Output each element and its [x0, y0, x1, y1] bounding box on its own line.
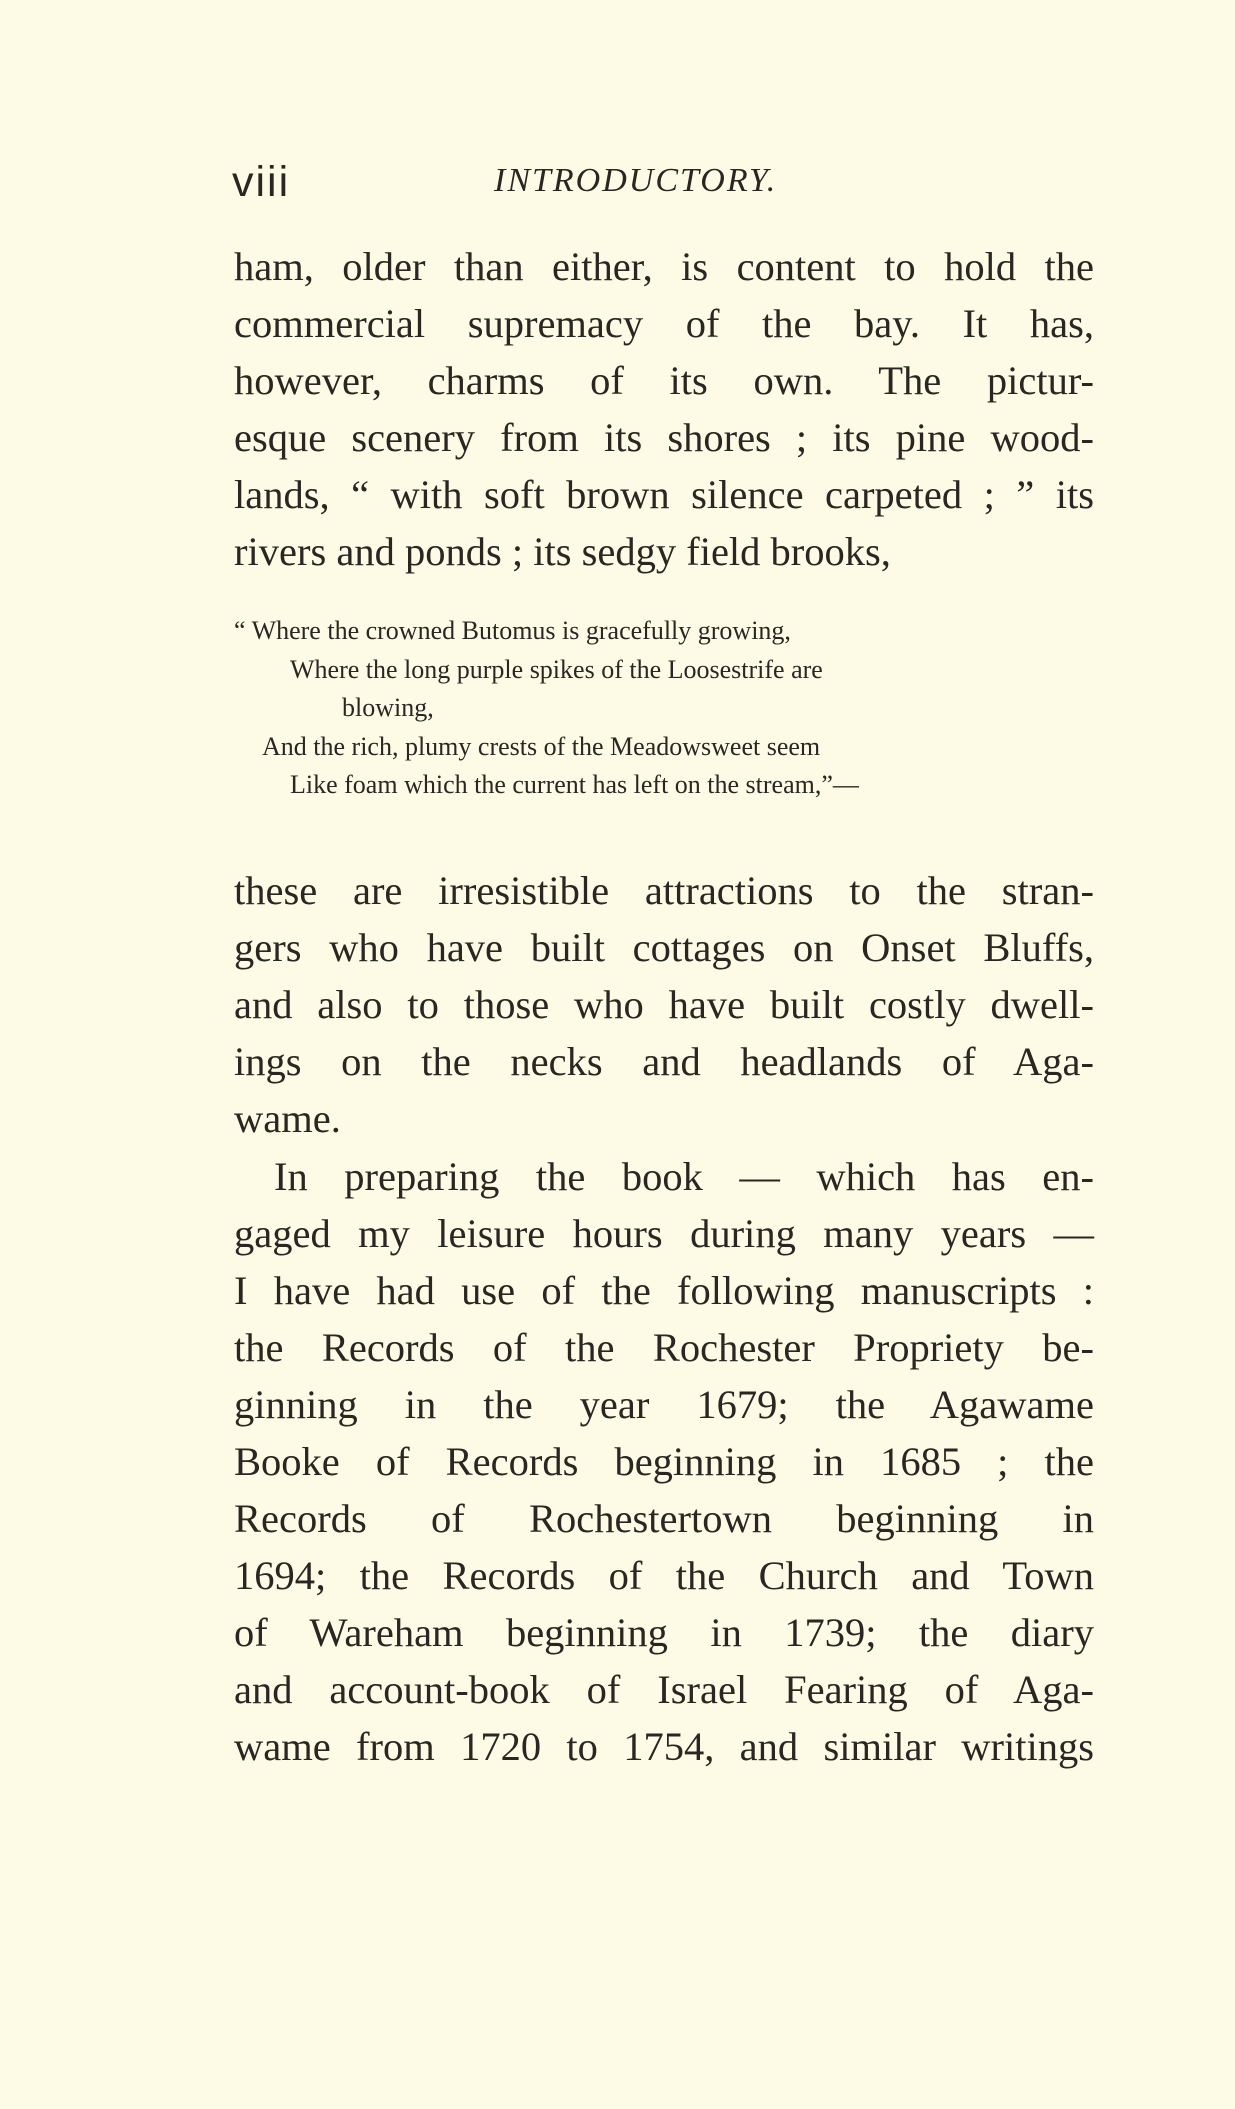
text-line: gaged my leisure hours during many years — — [234, 1211, 1094, 1256]
running-head: INTRODUCTORY. — [494, 162, 778, 199]
text-line: Booke of Records beginning in 1685 ; the — [234, 1439, 1094, 1484]
text-line: ham, older than either, is content to hold the — [234, 244, 1094, 289]
text-line: and account-book of Israel Fearing of Aga- — [234, 1667, 1094, 1712]
poem-line: Where the long purple spikes of the Loosestrife are — [290, 654, 823, 684]
page-number: viii — [232, 158, 291, 206]
text-line: rivers and ponds ; its sedgy field brooks, — [234, 529, 891, 574]
poem-line: “ Where the crowned Butomus is gracefully growing, — [234, 616, 791, 645]
text-line: Records of Rochestertown beginning in — [234, 1496, 1094, 1541]
poem-line: And the rich, plumy crests of the Meadowsweet seem — [262, 731, 821, 761]
text-line: and also to those who have built costly dwell- — [234, 982, 1094, 1027]
paragraph-3 — [234, 1148, 1094, 1775]
text-line: commercial supremacy of the bay. It has, — [234, 301, 1094, 346]
text-line: In preparing the book — which has en- — [274, 1154, 1094, 1199]
text-line: 1694; the Records of the Church and Town — [234, 1553, 1094, 1598]
text-line: of Wareham beginning in 1739; the diary — [234, 1610, 1094, 1655]
text-line: wame from 1720 to 1754, and similar writings — [234, 1724, 1094, 1769]
page-header — [232, 158, 1092, 218]
text-line: the Records of the Rochester Propriety be- — [234, 1325, 1094, 1370]
text-line: ginning in the year 1679; the Agawame — [234, 1382, 1094, 1427]
paragraph-1 — [234, 238, 1094, 580]
text-line: wame. — [234, 1096, 341, 1141]
text-line: ings on the necks and headlands of Aga- — [234, 1039, 1094, 1084]
text-line: lands, “ with soft brown silence carpeted ; ” its — [234, 472, 1094, 517]
text-line: gers who have built cottages on Onset Bluffs, — [234, 925, 1094, 970]
paragraph-2 — [234, 862, 1094, 1147]
text-line: these are irresistible attractions to the stran- — [234, 868, 1094, 913]
text-line: however, charms of its own. The pictur- — [234, 358, 1094, 403]
poem-line: Like foam which the current has left on the stream,”— — [290, 770, 859, 799]
text-line: I have had use of the following manuscripts : — [234, 1268, 1094, 1313]
poem-line: blowing, — [342, 693, 434, 722]
text-line: esque scenery from its shores ; its pine wood- — [234, 415, 1094, 460]
poem-quotation — [234, 612, 1094, 805]
